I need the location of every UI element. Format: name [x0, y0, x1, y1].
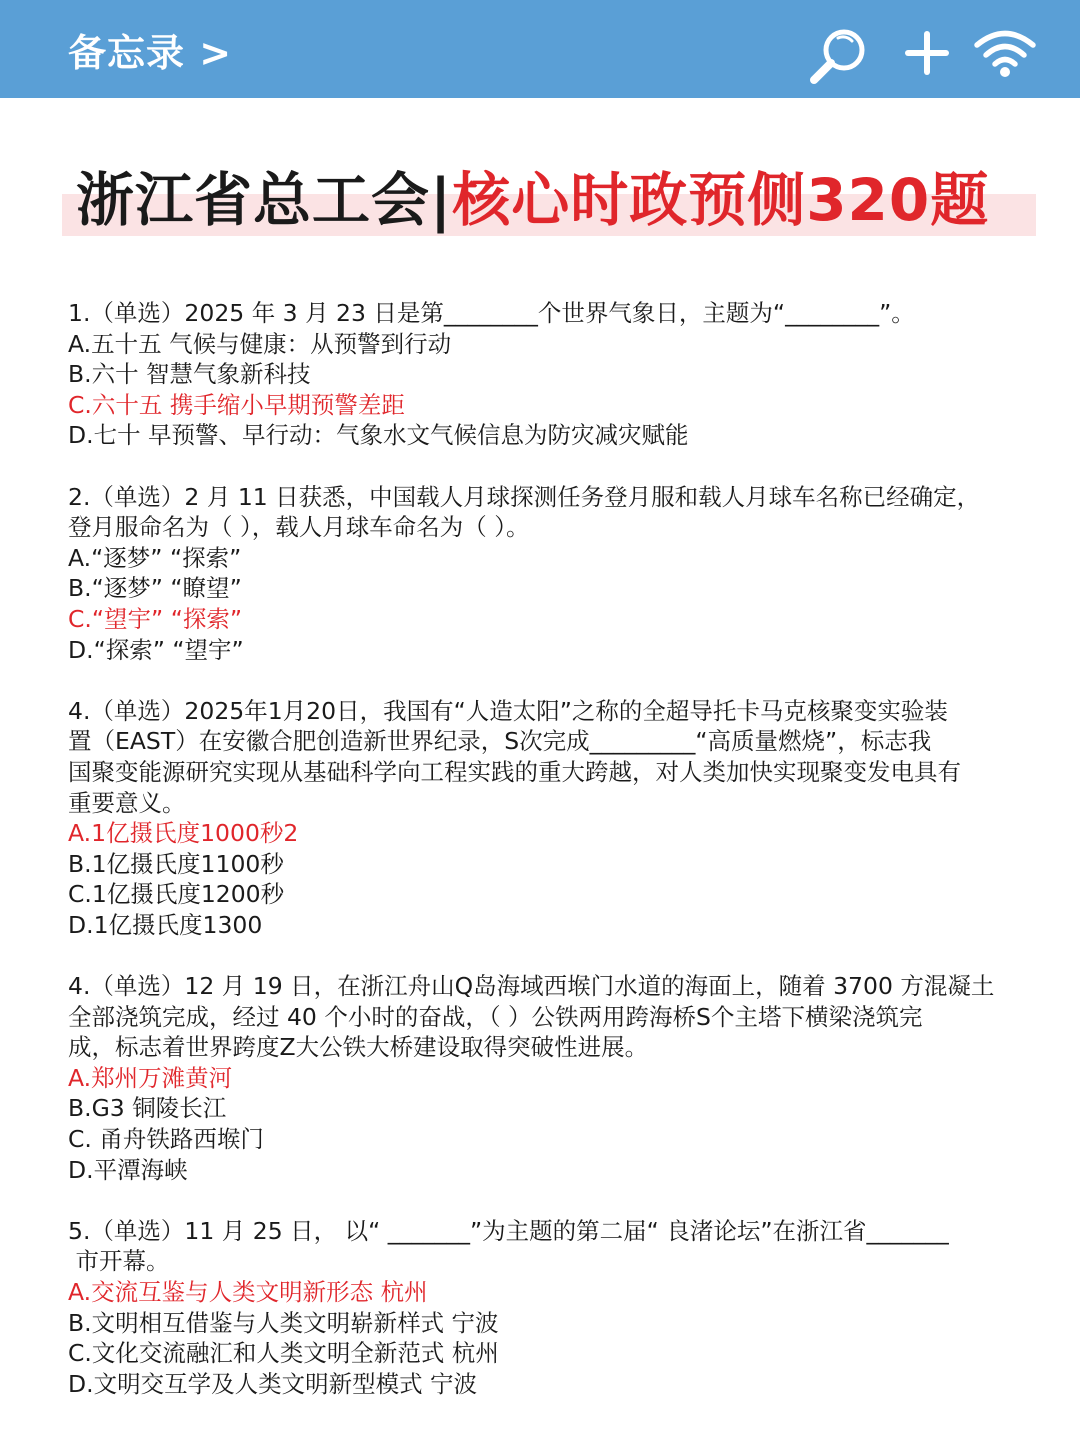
answer-option[interactable]: C. 甬舟铁路西堠门 — [68, 1125, 264, 1154]
question-text: 2.（单选）2 月 11 日获悉，中国载人月球探测任务登月服和载人月球车名称已经确定， — [68, 482, 981, 511]
correct-answer-option[interactable]: A.1亿摄氏度1000秒2 — [68, 819, 299, 848]
question-block — [68, 971, 1034, 1185]
answer-option[interactable]: B.1亿摄氏度1100秒 — [68, 849, 284, 878]
search-icon[interactable] — [808, 26, 870, 86]
answer-option[interactable]: B.“逐梦” “瞭望” — [68, 574, 242, 603]
question-text: 国聚变能源研究实现从基础科学向工程实践的重大跨越，对人类加快实现聚变发电具有 — [68, 757, 961, 786]
title-org: 浙江省总工会 — [76, 166, 431, 234]
question-block — [68, 1216, 1034, 1400]
answer-option[interactable]: A.五十五 气候与健康：从预警到行动 — [68, 329, 452, 358]
answer-option[interactable]: A.“逐梦” “探索” — [68, 543, 242, 572]
correct-answer-option[interactable]: A.交流互鉴与人类文明新形态 杭州 — [68, 1278, 428, 1306]
answer-option[interactable]: B.G3 铜陵长江 — [68, 1094, 227, 1123]
question-list — [68, 298, 1034, 1430]
top-bar — [0, 0, 1080, 98]
question-block — [68, 696, 1034, 941]
title-separator: | — [430, 166, 453, 234]
question-text: 1.（单选）2025 年 3 月 23 日是第________个世界气象日，主题为“________”。 — [68, 299, 915, 327]
correct-answer-option[interactable]: A.郑州万滩黄河 — [68, 1063, 233, 1092]
question-text: 5.（单选）11 月 25 日， 以“ _______”为主题的第二届“ 良渚论坛”在浙江省_______ — [68, 1216, 949, 1245]
question-text: 置（EAST）在安徽合肥创造新世界纪录，S次完成_________“高质量燃烧”，标志我 — [68, 727, 932, 756]
question-text: 重要意义。 — [68, 788, 186, 817]
answer-option[interactable]: D.文明交互学及人类文明新型模式 宁波 — [68, 1369, 478, 1398]
question-text: 成，标志着世界跨度Z大公铁大桥建设取得突破性进展。 — [68, 1033, 649, 1062]
back-to-notes-button[interactable]: 备忘录 > — [68, 31, 233, 75]
question-text: 4.（单选）2025年1月20日，我国有“人造太阳”之称的全超导托卡马克核聚变实验装 — [68, 696, 948, 725]
answer-option[interactable]: D.平潭海峡 — [68, 1155, 188, 1184]
correct-answer-option[interactable]: C.“望宇” “探索” — [68, 604, 243, 633]
answer-option[interactable]: C.文化交流融汇和人类文明全新范式 杭州 — [68, 1339, 499, 1368]
plus-icon[interactable] — [904, 30, 950, 76]
answer-option[interactable]: C.1亿摄氏度1200秒 — [68, 880, 285, 909]
answer-option[interactable]: D.七十 早预警、早行动：气象水文气候信息为防灾减灾赋能 — [68, 421, 689, 450]
answer-option[interactable]: B.文明相互借鉴与人类文明崭新样式 宁波 — [68, 1308, 499, 1337]
question-text: 全部浇筑完成，经过 40 个小时的奋战，（ ）公铁两用跨海桥S个主塔下横梁浇筑完 — [68, 1002, 923, 1031]
wifi-icon[interactable] — [972, 28, 1038, 80]
question-text: 市开幕。 — [68, 1247, 170, 1276]
correct-answer-option[interactable]: C.六十五 携手缩小早期预警差距 — [68, 390, 405, 419]
title-subject: 核心时政预侧320题 — [452, 166, 990, 234]
question-text: 登月服命名为（ ），载人月球车命名为（ ）。 — [68, 513, 530, 542]
question-block — [68, 482, 1034, 666]
question-text: 4.（单选）12 月 19 日，在浙江舟山Q岛海域西堠门水道的海面上，随着 3700 方混凝土 — [68, 972, 995, 1001]
answer-option[interactable]: D.1亿摄氏度1300 — [68, 910, 263, 939]
answer-option[interactable]: B.六十 智慧气象新科技 — [68, 360, 311, 389]
question-block — [68, 298, 1034, 451]
page-title — [62, 160, 1036, 240]
answer-option[interactable]: D.“探索” “望宇” — [68, 635, 244, 664]
